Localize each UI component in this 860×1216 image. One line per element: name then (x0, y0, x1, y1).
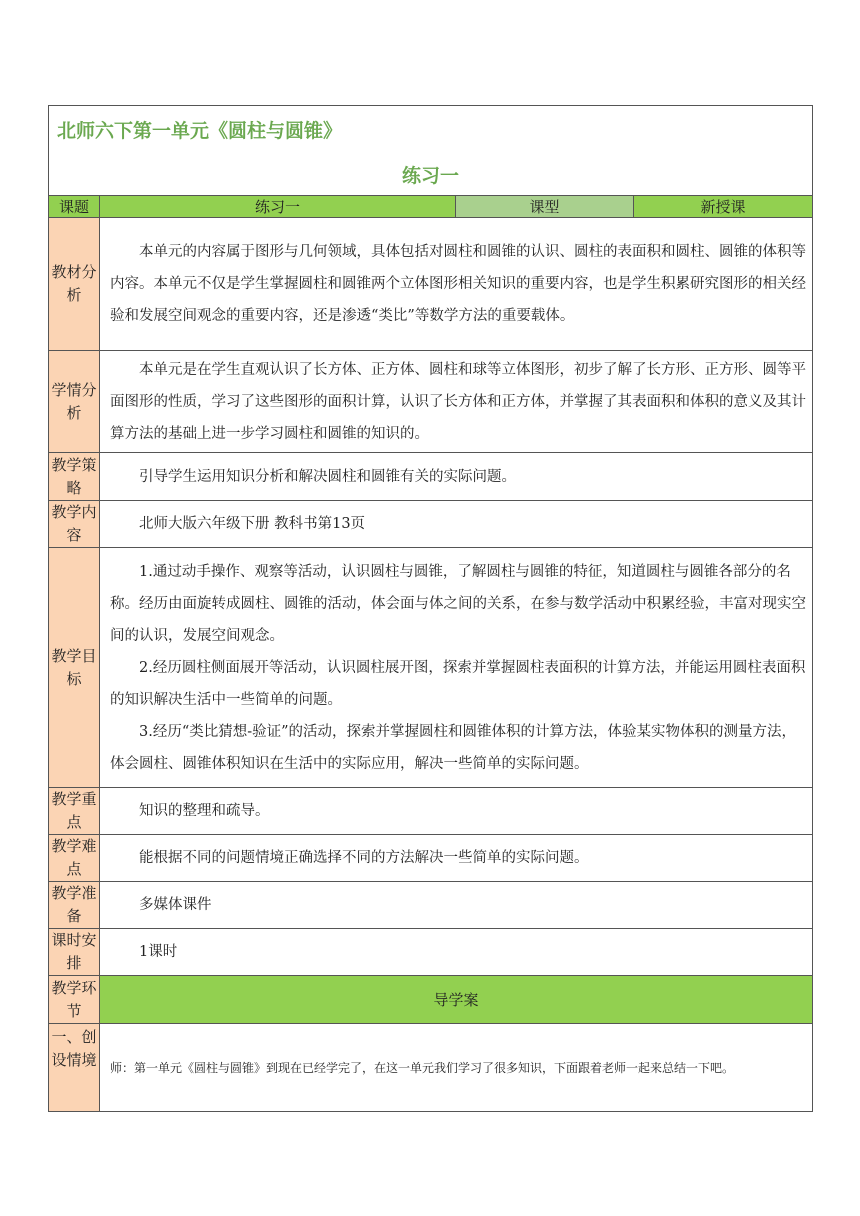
row-preparation (49, 882, 813, 929)
document-subtitle: 练习一 (401, 165, 459, 187)
process-header: 导学案 (100, 976, 813, 1024)
schedule-text (100, 929, 813, 976)
row-situation (49, 1024, 813, 1112)
content-label: 教学内容 (49, 501, 100, 548)
title-cell (49, 106, 813, 196)
title-row (49, 106, 813, 196)
row-key-points (49, 788, 813, 835)
preparation-label: 教学准备 (49, 882, 100, 929)
row-strategy (49, 453, 813, 501)
preparation-text (100, 882, 813, 929)
student-analysis-text (100, 351, 813, 453)
row-difficulties (49, 835, 813, 882)
goals-label: 教学目标 (49, 548, 100, 788)
situation-text (100, 1024, 813, 1112)
goal-item: 2.经历圆柱侧面展开等活动，认识圆柱展开图，探索并掌握圆柱表面积的计算方法，并能运用圆柱表面积的知识解决生活中一些简单的问题。 (110, 659, 806, 708)
lesson-plan-table (48, 105, 813, 1112)
difficulties-text (100, 835, 813, 882)
content-paragraph: 北师大版六年级下册 教科书第13页 (139, 516, 366, 532)
strategy-text (100, 453, 813, 501)
row-goals (49, 548, 813, 788)
situation-paragraph: 师：第一单元《圆柱与圆锥》到现在已经学完了，在这一单元我们学习了很多知识，下面跟着老师一起来总结一下吧。 (110, 1060, 735, 1075)
strategy-label: 教学策略 (49, 453, 100, 501)
key-points-text (100, 788, 813, 835)
topic-label: 课题 (49, 196, 100, 218)
schedule-label: 课时安排 (49, 929, 100, 976)
preparation-paragraph: 多媒体课件 (139, 897, 212, 913)
key-points-paragraph: 知识的整理和疏导。 (139, 803, 270, 819)
situation-label: 一、创设情境 (49, 1024, 100, 1112)
schedule-paragraph: 1课时 (139, 944, 178, 960)
row-material-analysis (49, 218, 813, 351)
row-schedule (49, 929, 813, 976)
material-analysis-paragraph: 本单元的内容属于图形与几何领域，具体包括对圆柱和圆锥的认识、圆柱的表面积和圆柱、圆锥的体积等内容。本单元不仅是学生掌握圆柱和圆锥两个立体图形相关知识的重要内容，也是学生积累研究图形的相关经验和发展空间观念的重要内容，还是渗透“类比”等数学方法的重要载体。 (110, 244, 806, 324)
type-label: 课型 (456, 196, 634, 218)
row-student-analysis (49, 351, 813, 453)
key-points-label: 教学重点 (49, 788, 100, 835)
material-analysis-text (100, 218, 813, 351)
goals-text (100, 548, 813, 788)
difficulties-label: 教学难点 (49, 835, 100, 882)
process-label: 教学环节 (49, 976, 100, 1024)
row-content (49, 501, 813, 548)
type-value: 新授课 (634, 196, 813, 218)
difficulties-paragraph: 能根据不同的问题情境正确选择不同的方法解决一些简单的实际问题。 (139, 850, 589, 866)
content-text (100, 501, 813, 548)
material-analysis-label: 教材分析 (49, 218, 100, 351)
goal-item: 3.经历“类比猜想-验证”的活动，探索并掌握圆柱和圆锥体积的计算方法，体验某实物体积的测量方法，体会圆柱、圆锥体积知识在生活中的实际应用，解决一些简单的实际问题。 (110, 723, 797, 772)
header-row (49, 196, 813, 218)
goal-item: 1.通过动手操作、观察等活动，认识圆柱与圆锥，了解圆柱与圆锥的特征，知道圆柱与圆锥各部分的名称。经历由面旋转成圆柱、圆锥的活动，体会面与体之间的关系，在参与数学活动中积累经验，丰富对现实空间的认识，发展空间观念。 (110, 563, 806, 644)
document-title: 北师六下第一单元《圆柱与圆锥》 (57, 120, 343, 142)
strategy-paragraph: 引导学生运用知识分析和解决圆柱和圆锥有关的实际问题。 (139, 468, 516, 485)
student-analysis-paragraph: 本单元是在学生直观认识了长方体、正方体、圆柱和球等立体图形，初步了解了长方形、正方形、圆等平面图形的性质，学习了这些图形的面积计算，认识了长方体和正方体，并掌握了其表面积和体积的意义及其计算方法的基础上进一步学习圆柱和圆锥的知识的。 (110, 361, 806, 442)
row-process (49, 976, 813, 1024)
topic-value: 练习一 (100, 196, 456, 218)
student-analysis-label: 学情分析 (49, 351, 100, 453)
